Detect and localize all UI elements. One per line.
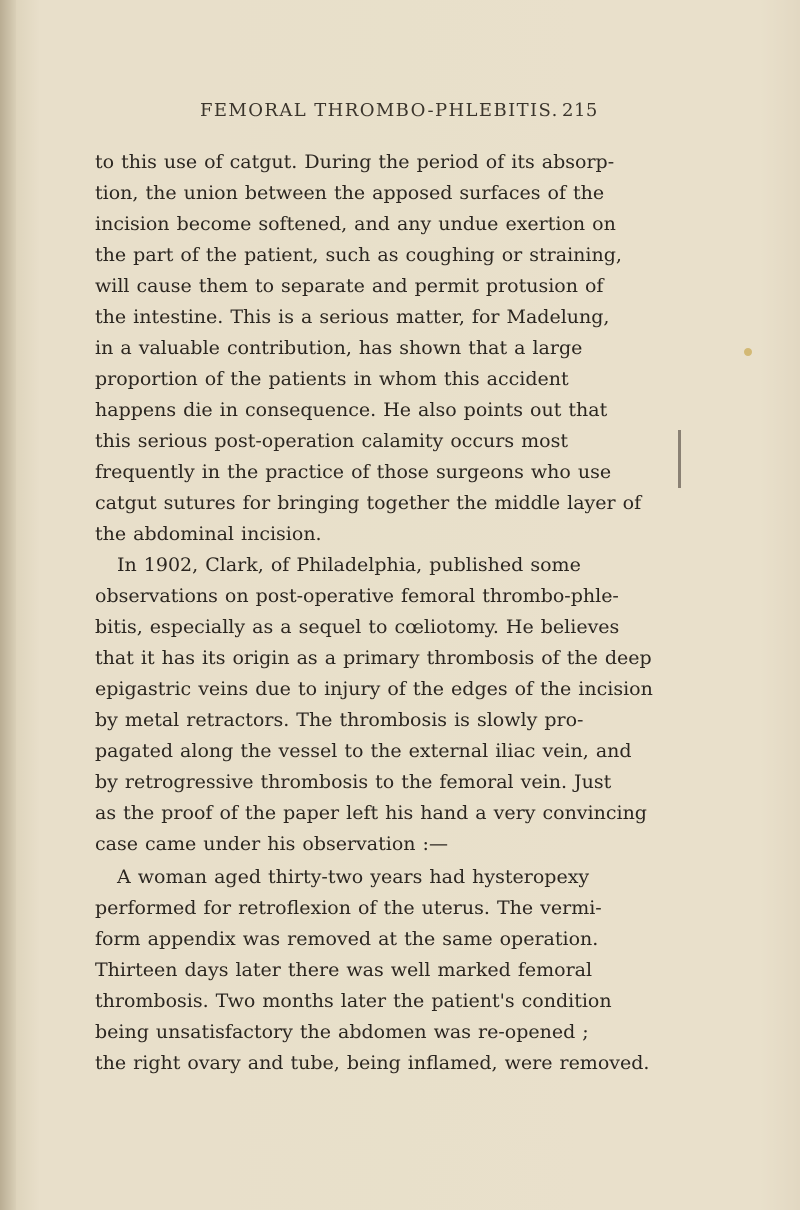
text-line: thrombosis. Two months later the patient's condition bbox=[95, 990, 612, 1012]
text-line: epigastric veins due to injury of the edges of the incision bbox=[95, 678, 653, 700]
page-binding-edge bbox=[0, 0, 16, 1210]
text-line: incision become softened, and any undue exertion on bbox=[95, 213, 616, 235]
text-line: the abdominal incision. bbox=[95, 523, 322, 545]
page-number: 215 bbox=[562, 100, 598, 121]
running-header bbox=[200, 100, 600, 130]
text-line: this serious post-operation calamity occurs most bbox=[95, 430, 568, 452]
text-line: proportion of the patients in whom this accident bbox=[95, 368, 569, 390]
paragraph-start-line: A woman aged thirty-two years had hysteropexy bbox=[117, 866, 590, 888]
text-line: Thirteen days later there was well marked femoral bbox=[95, 959, 593, 981]
text-line: case came under his observation :— bbox=[95, 833, 448, 855]
text-line: the right ovary and tube, being inflamed, were removed. bbox=[95, 1052, 650, 1074]
text-line: happens die in consequence. He also points out that bbox=[95, 399, 608, 421]
text-line: frequently in the practice of those surgeons who use bbox=[95, 461, 612, 483]
paragraph-start-line: In 1902, Clark, of Philadelphia, published some bbox=[117, 554, 581, 576]
text-line: that it has its origin as a primary thrombosis of the deep bbox=[95, 647, 652, 669]
running-title: FEMORAL THROMBO-PHLEBITIS. bbox=[200, 100, 559, 121]
margin-pencil-mark bbox=[678, 430, 681, 488]
text-line: as the proof of the paper left his hand a very convincing bbox=[95, 802, 647, 824]
text-line: observations on post-operative femoral thrombo-phle- bbox=[95, 585, 619, 607]
text-line: bitis, especially as a sequel to cœliotomy. He believes bbox=[95, 616, 620, 638]
text-line: by metal retractors. The thrombosis is slowly pro- bbox=[95, 709, 584, 731]
text-line: being unsatisfactory the abdomen was re-opened ; bbox=[95, 1021, 589, 1043]
text-line: the intestine. This is a serious matter, for Madelung, bbox=[95, 306, 610, 328]
text-line: form appendix was removed at the same operation. bbox=[95, 928, 599, 950]
text-line: catgut sutures for bringing together the middle layer of bbox=[95, 492, 642, 514]
text-line: by retrogressive thrombosis to the femoral vein. Just bbox=[95, 771, 612, 793]
text-line: in a valuable contribution, has shown that a large bbox=[95, 337, 583, 359]
text-line: to this use of catgut. During the period of its absorp- bbox=[95, 151, 615, 173]
text-line: the part of the patient, such as coughing or straining, bbox=[95, 244, 622, 266]
text-line: will cause them to separate and permit protusion of bbox=[95, 275, 604, 297]
text-line: pagated along the vessel to the external iliac vein, and bbox=[95, 740, 632, 762]
margin-stain bbox=[744, 348, 752, 356]
text-line: tion, the union between the apposed surfaces of the bbox=[95, 182, 605, 204]
text-line: performed for retroflexion of the uterus. The vermi- bbox=[95, 897, 602, 919]
